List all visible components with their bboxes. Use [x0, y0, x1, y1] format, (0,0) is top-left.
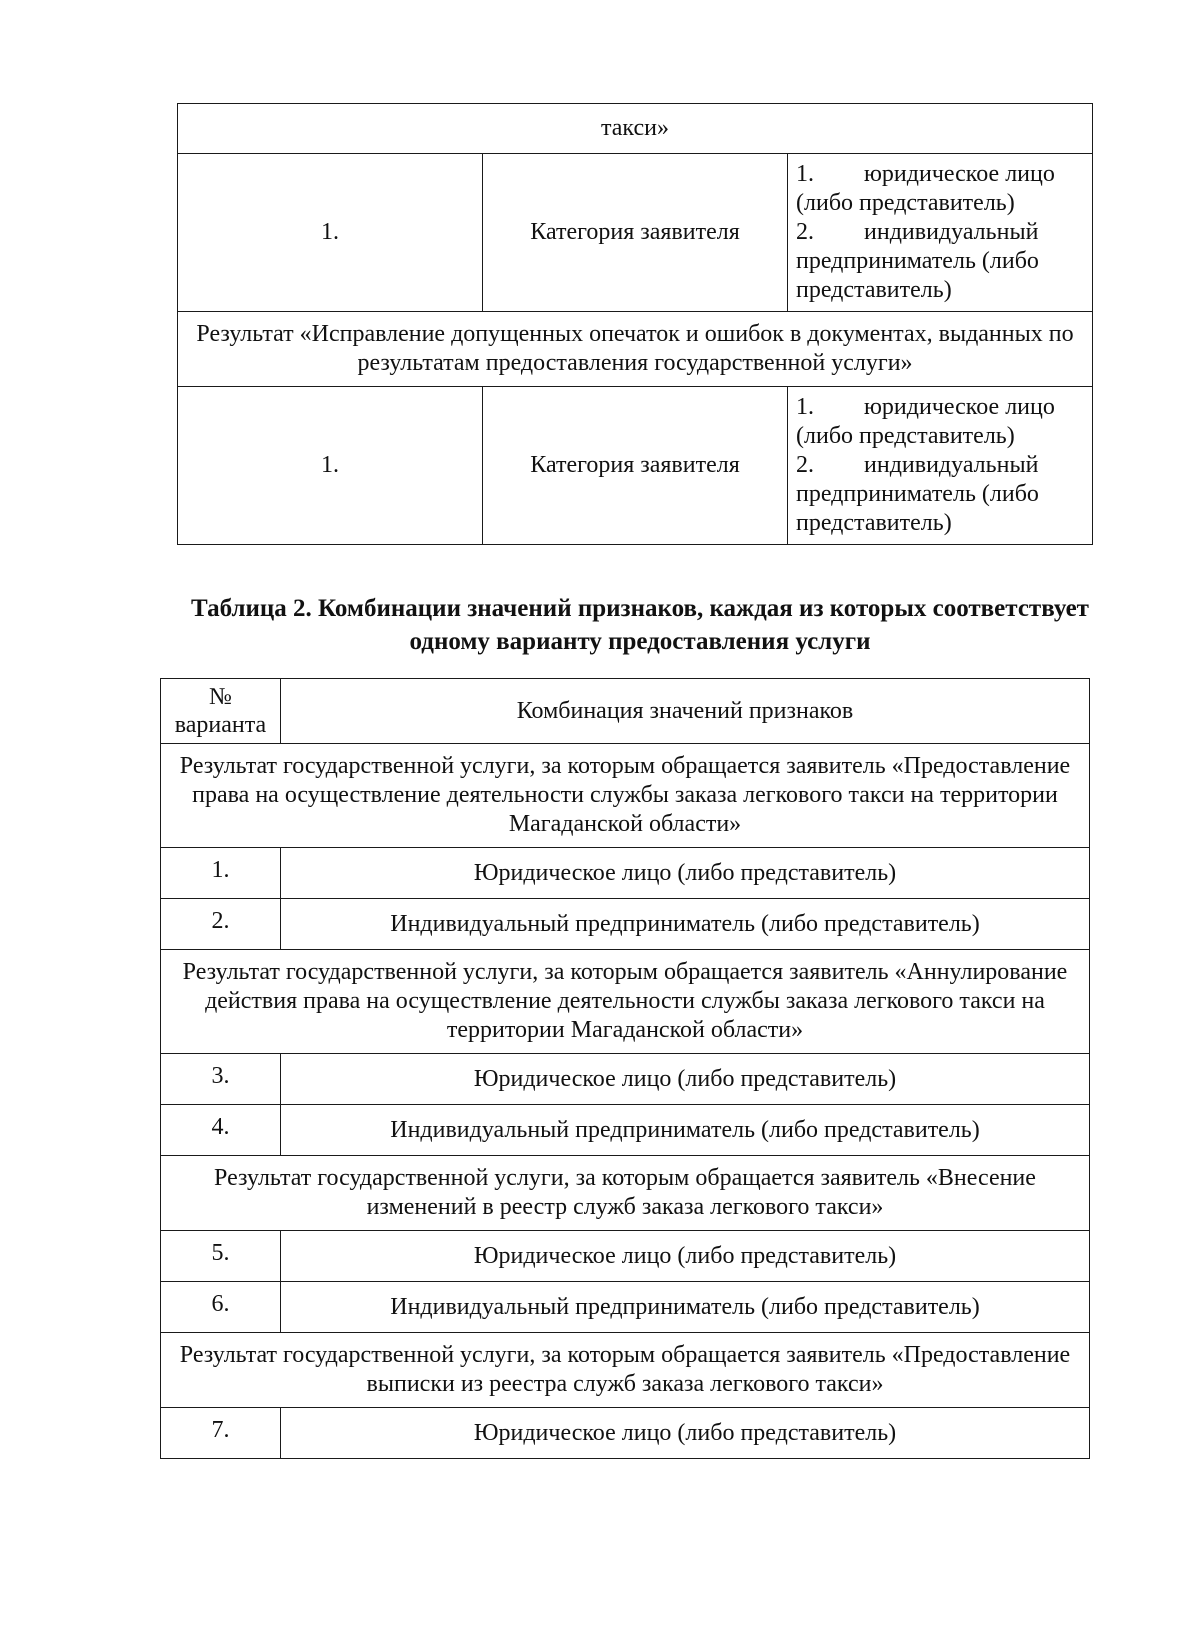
- section-title-row: [161, 744, 1090, 848]
- list-item-text: индивидуальный предприниматель (либо представитель): [796, 219, 1039, 303]
- table1-header-cell: такси»: [178, 104, 1093, 154]
- section-title: Результат государственной услуги, за которым обращается заявитель «Предоставление права на осуществление деятельности службы заказа легкового такси на территории Магаданской области»: [161, 744, 1090, 848]
- variant-combination: Юридическое лицо (либо представитель): [281, 1231, 1090, 1282]
- list-item-text: индивидуальный предприниматель (либо представитель): [796, 452, 1039, 536]
- section-title-row: [178, 312, 1093, 387]
- table-row: [178, 387, 1093, 545]
- table-row: [161, 1054, 1090, 1105]
- section-title: Результат государственной услуги, за которым обращается заявитель «Аннулирование действия права на осуществление деятельности службы заказа легкового такси на территории Магаданской области»: [161, 950, 1090, 1054]
- list-item-number: 2.: [796, 219, 814, 245]
- list-item: [796, 160, 1086, 218]
- criterion-name: Категория заявителя: [483, 154, 788, 312]
- list-item: [796, 451, 1086, 538]
- list-item: [796, 218, 1086, 305]
- table2-header-row: [161, 679, 1090, 744]
- variant-combination: Юридическое лицо (либо представитель): [281, 848, 1090, 899]
- criterion-values: [788, 387, 1093, 545]
- variant-number: 2.: [161, 899, 281, 950]
- row-number: 1.: [178, 154, 483, 312]
- variant-combination: Индивидуальный предприниматель (либо представитель): [281, 1282, 1090, 1333]
- list-item-number: 2.: [796, 452, 814, 478]
- table-row: [178, 154, 1093, 312]
- variant-number: 4.: [161, 1105, 281, 1156]
- row-number: 1.: [178, 387, 483, 545]
- section-title: Результат государственной услуги, за которым обращается заявитель «Внесение изменений в реестр служб заказа легкового такси»: [161, 1156, 1090, 1231]
- list-item-text: юридическое лицо (либо представитель): [796, 394, 1055, 449]
- variant-combination: Индивидуальный предприниматель (либо представитель): [281, 1105, 1090, 1156]
- variant-combination: Индивидуальный предприниматель (либо представитель): [281, 899, 1090, 950]
- table-row: [161, 1408, 1090, 1459]
- column-header-combination: Комбинация значений признаков: [281, 679, 1090, 744]
- column-header-variant: № варианта: [161, 679, 281, 744]
- variant-number: 3.: [161, 1054, 281, 1105]
- variant-number: 7.: [161, 1408, 281, 1459]
- section-title-row: [161, 950, 1090, 1054]
- variant-combination: Юридическое лицо (либо представитель): [281, 1054, 1090, 1105]
- table-row: [161, 1231, 1090, 1282]
- list-item-number: 1.: [796, 394, 814, 420]
- section-title-row: [161, 1156, 1090, 1231]
- section-title: Результат «Исправление допущенных опечаток и ошибок в документах, выданных по результатам предоставления государственной услуги»: [178, 312, 1093, 387]
- criterion-name: Категория заявителя: [483, 387, 788, 545]
- list-item-number: 1.: [796, 161, 814, 187]
- criterion-values: [788, 154, 1093, 312]
- table-row: [161, 1105, 1090, 1156]
- list-item-text: юридическое лицо (либо представитель): [796, 161, 1055, 216]
- table-row: [161, 1282, 1090, 1333]
- section-title-row: [161, 1333, 1090, 1408]
- combinations-table: [160, 678, 1090, 1459]
- variant-number: 5.: [161, 1231, 281, 1282]
- table-row: [161, 899, 1090, 950]
- criteria-table: [177, 103, 1093, 545]
- section-title: Результат государственной услуги, за которым обращается заявитель «Предоставление выписки из реестра служб заказа легкового такси»: [161, 1333, 1090, 1408]
- table1-header-row: [178, 104, 1093, 154]
- variant-combination: Юридическое лицо (либо представитель): [281, 1408, 1090, 1459]
- table2-heading: Таблица 2. Комбинации значений признаков, каждая из которых соответствует одному варианту предоставления услуги: [191, 595, 1089, 655]
- list-item: [796, 393, 1086, 451]
- variant-number: 6.: [161, 1282, 281, 1333]
- variant-number: 1.: [161, 848, 281, 899]
- table-row: [161, 848, 1090, 899]
